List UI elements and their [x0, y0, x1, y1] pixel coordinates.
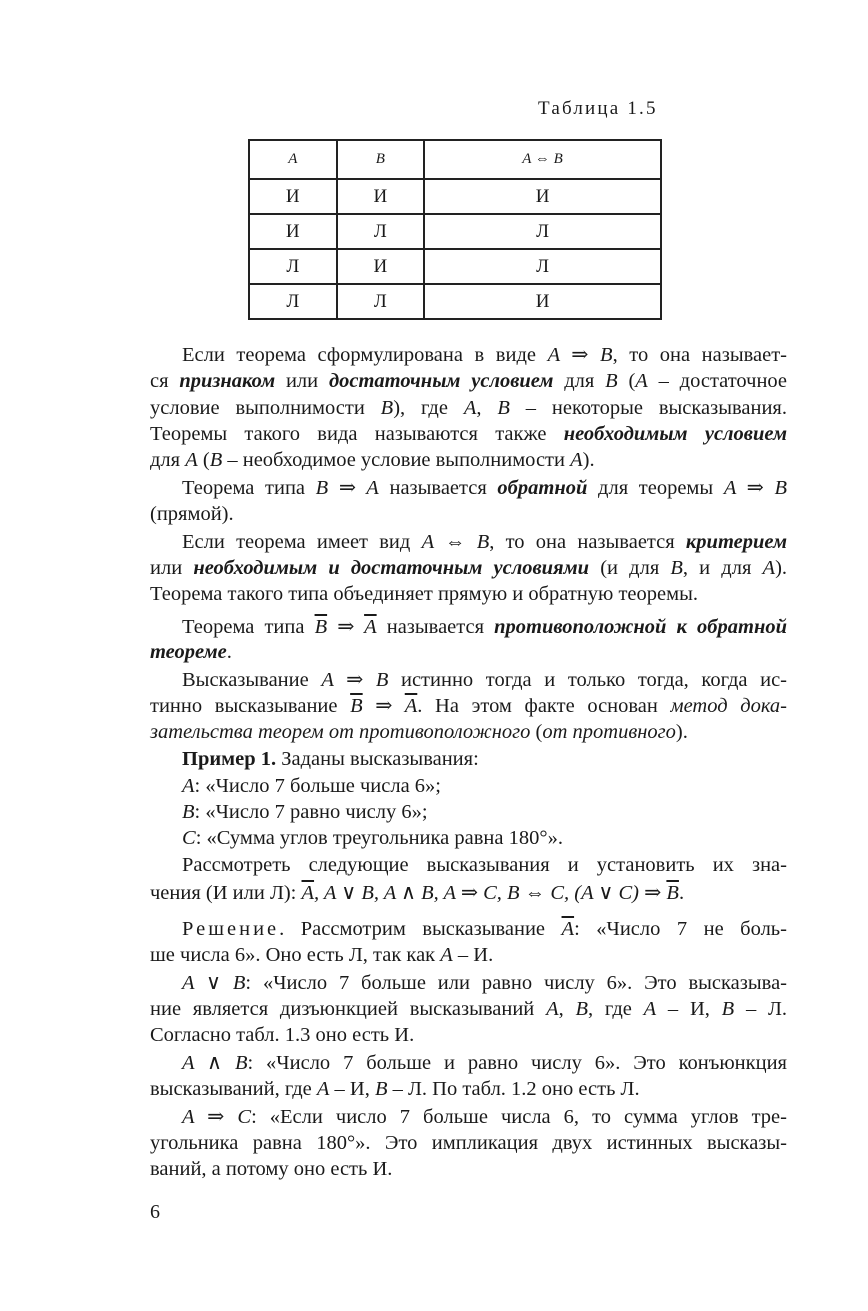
text-run: Теоремы такого вида называются также	[150, 423, 564, 445]
text-line	[150, 501, 787, 527]
text-run: A ⇒ B	[321, 669, 389, 691]
text-run: критерием	[685, 531, 788, 553]
text-run: $\overline{B}$	[350, 695, 363, 717]
text-run: для	[150, 449, 186, 471]
text-run: A ⇒ B	[723, 477, 787, 499]
text-run: , где	[588, 998, 644, 1020]
text-line	[182, 614, 787, 640]
text-line	[150, 555, 787, 581]
text-run: – И,	[329, 1078, 375, 1100]
text-line	[182, 529, 787, 555]
text-run: для теоремы	[587, 477, 724, 499]
text-run: тинно высказывание	[150, 695, 351, 717]
text-run: ,	[558, 998, 576, 1020]
text-run: Высказывание	[182, 669, 322, 691]
text-run: (прямой).	[150, 503, 234, 525]
table-cell: Л	[424, 249, 661, 284]
text-run: $\overline{A}$	[301, 882, 315, 904]
text-run: от противного	[542, 721, 676, 743]
text-run: обратной	[497, 477, 588, 499]
text-run: – Л.	[734, 998, 788, 1020]
text-run: B	[605, 370, 618, 392]
text-run: ).	[675, 721, 688, 743]
text-run: ), где	[393, 397, 464, 419]
text-run: B	[721, 998, 735, 1020]
text-run: B	[209, 449, 223, 471]
text-run: B	[575, 998, 589, 1020]
table-header-row	[249, 140, 661, 179]
text-run: , то она называется	[489, 531, 686, 553]
text-run: ваний, а потому оно есть И.	[150, 1158, 393, 1180]
text-line	[150, 942, 787, 968]
text-run: B	[374, 1078, 388, 1100]
text-run: зательства теорем от противоположного	[150, 721, 531, 743]
text-run: $\overline{A}$	[364, 616, 377, 638]
text-line	[182, 852, 787, 878]
text-line	[150, 996, 787, 1022]
text-run: Если теорема сформулирована в виде	[182, 344, 548, 366]
text-run: A	[185, 449, 198, 471]
text-run: или	[275, 370, 329, 392]
table-cell: И	[337, 179, 425, 214]
text-run: A ⇒ C	[182, 1106, 252, 1128]
text-run: противоположной к обратной	[494, 616, 787, 638]
table-row	[249, 249, 661, 284]
table-cell: И	[249, 179, 337, 214]
text-run: (и для	[589, 557, 671, 579]
text-run: ся	[150, 370, 180, 392]
text-run: , и для	[682, 557, 763, 579]
text-run: необходимым условием	[563, 423, 788, 445]
text-run: B	[380, 397, 394, 419]
text-line	[182, 746, 787, 772]
text-run: , то она называет-	[612, 344, 787, 366]
text-run: (	[530, 721, 543, 743]
text-run: A ⇒ B	[547, 344, 613, 366]
text-line	[150, 1156, 787, 1182]
text-run: A ∨ B	[182, 972, 246, 994]
text-run: чения (И или Л):	[150, 882, 302, 904]
header-cell: B	[337, 140, 425, 179]
text-run: . Рассмотрим высказывание	[279, 918, 562, 940]
text-run: . На этом факте основан	[417, 695, 671, 717]
text-run: называется	[376, 616, 495, 638]
text-run: ).	[582, 449, 595, 471]
table-cell: И	[337, 249, 425, 284]
text-run: Теорема типа	[182, 477, 316, 499]
text-line	[150, 693, 787, 719]
table-row	[249, 179, 661, 214]
header-cell: A ⇔ B	[424, 140, 661, 179]
text-line	[150, 395, 787, 421]
text-run: C	[182, 827, 196, 849]
text-run: ше числа 6». Оно есть Л, так как	[150, 944, 441, 966]
text-run: ⇒	[327, 616, 365, 638]
text-line	[182, 916, 787, 942]
text-run: Согласно табл. 1.3 оно есть И.	[150, 1024, 415, 1046]
table-cell: Л	[337, 284, 425, 319]
text-line	[182, 773, 787, 799]
text-run: – Л. По табл. 1.2 оно есть Л.	[387, 1078, 640, 1100]
text-run: : «Число 7 равно числу 6»;	[194, 801, 428, 823]
text-run: A	[182, 775, 195, 797]
table-cell: И	[424, 284, 661, 319]
text-run: – И.	[452, 944, 494, 966]
text-run: A	[762, 557, 776, 579]
table-cell: Л	[249, 249, 337, 284]
text-run: A	[570, 449, 583, 471]
text-run: (	[617, 370, 636, 392]
text-run: Решение	[182, 918, 280, 940]
text-run: Если теорема имеет вид	[182, 531, 422, 553]
text-line	[150, 447, 787, 473]
text-run: теореме	[150, 641, 227, 663]
table-row	[249, 214, 661, 249]
text-run: Рассмотреть следующие высказывания и установить их зна-	[182, 854, 787, 876]
text-line	[182, 667, 787, 693]
text-line	[150, 1076, 787, 1102]
text-run: – достаточное	[647, 370, 788, 392]
text-run: Заданы высказывания:	[276, 748, 479, 770]
text-run: A ∧ B	[182, 1052, 248, 1074]
text-line	[182, 970, 787, 996]
text-run: A	[440, 944, 453, 966]
text-run: A ⇔ B	[421, 531, 490, 553]
text-line	[182, 1050, 787, 1076]
text-line	[150, 1022, 787, 1048]
text-run: : «Число 7 больше числа 6»;	[194, 775, 442, 797]
text-run: ние является дизъюнкцией высказываний	[150, 998, 547, 1020]
text-run: .	[678, 882, 685, 904]
text-run: достаточным условием	[328, 370, 554, 392]
text-run: A	[643, 998, 657, 1020]
text-run: : «Число 7 не боль-	[574, 918, 787, 940]
text-run: B ⇒ A	[315, 477, 379, 499]
text-run: ⇒	[362, 695, 405, 717]
text-run: признаком	[179, 370, 276, 392]
text-line	[182, 475, 787, 501]
text-run: $\overline{A}$	[561, 918, 575, 940]
text-run: Теорема такого типа объединяет прямую и обратную теоремы.	[150, 583, 699, 605]
text-line	[150, 421, 787, 447]
text-run: или	[150, 557, 194, 579]
table-cell: Л	[424, 214, 661, 249]
text-line	[150, 880, 787, 906]
header-cell: A	[249, 140, 337, 179]
text-line	[150, 368, 787, 394]
text-run: A	[463, 397, 477, 419]
text-run: ).	[775, 557, 788, 579]
table-cell: Л	[337, 214, 425, 249]
table-caption: Таблица 1.5	[538, 98, 658, 119]
text-line	[150, 1130, 787, 1156]
text-line	[182, 799, 787, 825]
text-run: метод дока-	[670, 695, 787, 717]
text-run: Теорема типа	[182, 616, 315, 638]
truth-table	[248, 139, 662, 320]
text-run: B	[182, 801, 195, 823]
text-run: : «Если число 7 больше числа 6, то сумма углов тре-	[251, 1106, 787, 1128]
table-cell: И	[424, 179, 661, 214]
page-number: 6	[150, 1201, 160, 1223]
text-run: угольника равна 180°». Это импликация двух истинных высказы-	[150, 1132, 787, 1154]
text-line	[150, 719, 787, 745]
text-run: A	[546, 998, 559, 1020]
text-run: .	[226, 641, 232, 663]
text-run: – некоторые высказывания.	[509, 397, 787, 419]
text-run: $\overline{B}$	[666, 882, 679, 904]
table-row	[249, 284, 661, 319]
text-run: : «Число 7 больше или равно числу 6». Это высказыва-	[245, 972, 787, 994]
text-run: B	[670, 557, 683, 579]
text-run: необходимым и достаточным условиями	[193, 557, 590, 579]
table-cell: И	[249, 214, 337, 249]
table-cell: Л	[249, 284, 337, 319]
text-line	[182, 1104, 787, 1130]
text-run: : «Число 7 больше и равно числу 6». Это конъюнкция	[247, 1052, 787, 1074]
text-line	[182, 342, 787, 368]
text-run: истинно тогда и только тогда, когда ис-	[388, 669, 787, 691]
text-run: называется	[378, 477, 498, 499]
text-run: A	[316, 1078, 330, 1100]
text-run: $\overline{A}$	[404, 695, 418, 717]
text-run: , A ∨ B, A ∧ B, A ⇒ C, B ⇔ C, (A ∨ C) ⇒	[314, 882, 667, 904]
text-run: – необходимое условие выполнимости	[222, 449, 571, 471]
text-run: ,	[476, 397, 498, 419]
text-run: условие выполнимости	[150, 397, 381, 419]
text-run: высказываний, где	[150, 1078, 317, 1100]
text-run: – И,	[656, 998, 722, 1020]
text-run: (	[197, 449, 210, 471]
text-line	[150, 581, 787, 607]
text-line	[182, 825, 787, 851]
text-run: B	[497, 397, 510, 419]
text-line	[150, 639, 787, 665]
text-run: : «Сумма углов треугольника равна 180°».	[195, 827, 563, 849]
text-run: A	[635, 370, 648, 392]
text-run: $\overline{B}$	[314, 616, 328, 638]
text-run: для	[553, 370, 606, 392]
text-run: Пример 1.	[182, 748, 277, 770]
